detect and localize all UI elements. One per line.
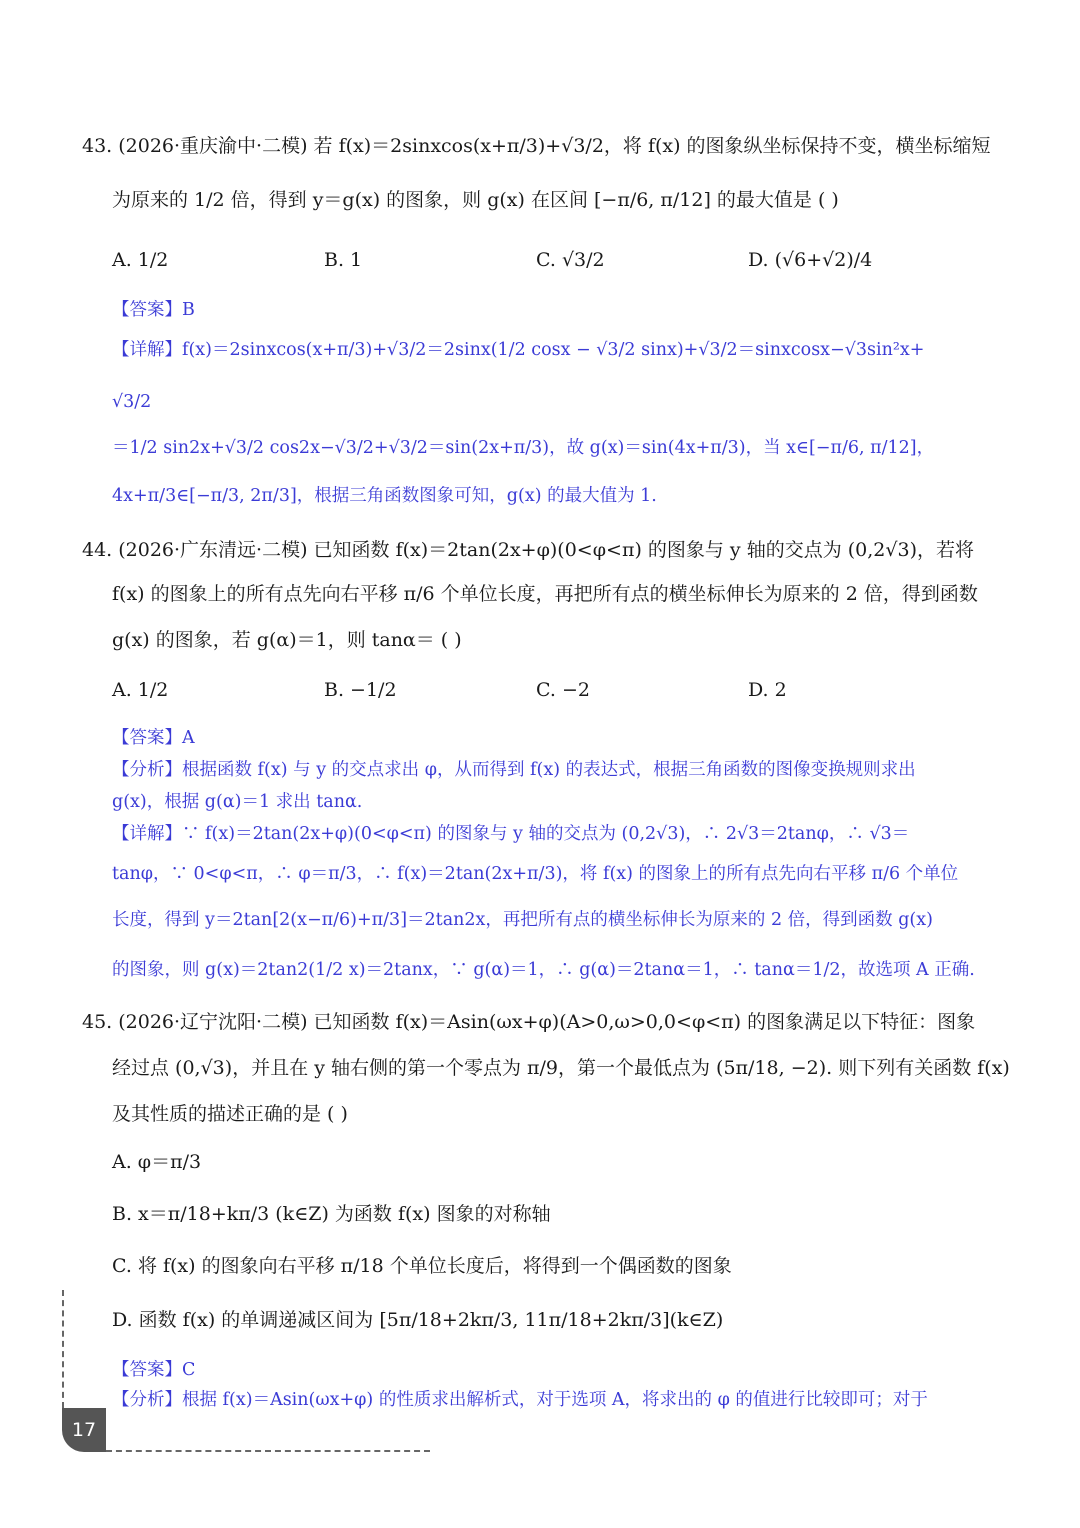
q44-choice-d: D. 2 — [748, 679, 787, 701]
q44-detail-line-4: 的图象，则 g(x)＝2tan2(1/2 x)＝2tanx，∵ g(α)＝1，∴ g(α)＝2tanα＝1，∴ tanα＝1/2，故选项 A 正确. — [112, 960, 975, 980]
q44-stem-line-3: g(x) 的图象，若 g(α)＝1，则 tanα＝ ( ) — [112, 629, 462, 651]
q43-choice-b: B. 1 — [324, 249, 363, 271]
q44-detail-line-2: tanφ，∵ 0<φ<π，∴ φ＝π/3，∴ f(x)＝2tan(2x+π/3)，将 f(x) 的图象上的所有点先向右平移 π/6 个单位 — [112, 864, 959, 884]
page-border-vertical — [62, 1290, 64, 1408]
q43-detail-line-2: √3/2 — [112, 392, 152, 412]
q44-detail-line-3: 长度，得到 y＝2tan[2(x−π/6)+π/3]＝2tan2x，再把所有点的横坐标伸长为原来的 2 倍，得到函数 g(x) — [112, 910, 933, 930]
q43-answer: 【答案】B — [112, 300, 195, 320]
q43-choice-d: D. (√6+√2)/4 — [748, 249, 873, 271]
q43-detail-line-4: 4x+π/3∈[−π/3, 2π/3]，根据三角函数图象可知，g(x) 的最大值为 1. — [112, 486, 657, 506]
q44-analysis-line-2: g(x)，根据 g(α)＝1 求出 tanα. — [112, 792, 363, 812]
q45-choice-a: A. φ＝π/3 — [112, 1151, 202, 1173]
q43-choice-a: A. 1/2 — [112, 249, 169, 271]
q43-stem-line-2: 为原来的 1/2 倍，得到 y＝g(x) 的图象，则 g(x) 在区间 [−π/6, π/12] 的最大值是 ( ) — [112, 189, 839, 211]
q44-stem-line-2: f(x) 的图象上的所有点先向右平移 π/6 个单位长度，再把所有点的横坐标伸长为原来的 2 倍，得到函数 — [112, 583, 978, 605]
q45-analysis-line-1: 【分析】根据 f(x)＝Asin(ωx+φ) 的性质求出解析式，对于选项 A，将求出的 φ 的值进行比较即可；对于 — [112, 1390, 928, 1410]
q44-choice-b: B. −1/2 — [324, 679, 397, 701]
q44-choice-a: A. 1/2 — [112, 679, 169, 701]
q44-stem-line-1: 44. (2026·广东清远·二模) 已知函数 f(x)＝2tan(2x+φ)(0<φ<π) 的图象与 y 轴的交点为 (0,2√3)，若将 — [82, 539, 974, 561]
q44-analysis-line-1: 【分析】根据函数 f(x) 与 y 的交点求出 φ，从而得到 f(x) 的表达式，根据三角函数的图像变换规则求出 — [112, 760, 916, 780]
q45-answer: 【答案】C — [112, 1360, 196, 1380]
q43-detail-line-1: 【详解】f(x)＝2sinxcos(x+π/3)+√3/2＝2sinx(1/2 cosx − √3/2 sinx)+√3/2＝sinxcosx−√3sin²x+ — [112, 340, 925, 360]
q44-choice-c: C. −2 — [536, 679, 590, 701]
q45-stem-line-1: 45. (2026·辽宁沈阳·二模) 已知函数 f(x)＝Asin(ωx+φ)(A>0,ω>0,0<φ<π) 的图象满足以下特征：图象 — [82, 1011, 976, 1033]
q45-choice-b: B. x＝π/18+kπ/3 (k∈Z) 为函数 f(x) 图象的对称轴 — [112, 1203, 551, 1225]
q45-stem-line-3: 及其性质的描述正确的是 ( ) — [112, 1103, 348, 1125]
q43-detail-line-3: ＝1/2 sin2x+√3/2 cos2x−√3/2+√3/2＝sin(2x+π/3)，故 g(x)＝sin(4x+π/3)，当 x∈[−π/6, π/12]， — [112, 438, 935, 458]
q44-answer: 【答案】A — [112, 728, 195, 748]
q43-choice-c: C. √3/2 — [536, 249, 605, 271]
q43-stem-line-1: 43. (2026·重庆渝中·二模) 若 f(x)＝2sinxcos(x+π/3)+√3/2，将 f(x) 的图象纵坐标保持不变，横坐标缩短 — [82, 135, 991, 157]
q45-stem-line-2: 经过点 (0,√3)，并且在 y 轴右侧的第一个零点为 π/9，第一个最低点为 (5π/18, −2). 则下列有关函数 f(x) — [112, 1057, 1010, 1079]
q45-choice-d: D. 函数 f(x) 的单调递减区间为 [5π/18+2kπ/3, 11π/18+2kπ/3](k∈Z) — [112, 1309, 724, 1331]
q44-detail-line-1: 【详解】∵ f(x)＝2tan(2x+φ)(0<φ<π) 的图象与 y 轴的交点为 (0,2√3)，∴ 2√3＝2tanφ，∴ √3＝ — [112, 824, 910, 844]
page-border-horizontal — [106, 1450, 430, 1452]
q45-choice-c: C. 将 f(x) 的图象向右平移 π/18 个单位长度后，将得到一个偶函数的图象 — [112, 1255, 732, 1277]
page-number: 17 — [62, 1408, 106, 1452]
